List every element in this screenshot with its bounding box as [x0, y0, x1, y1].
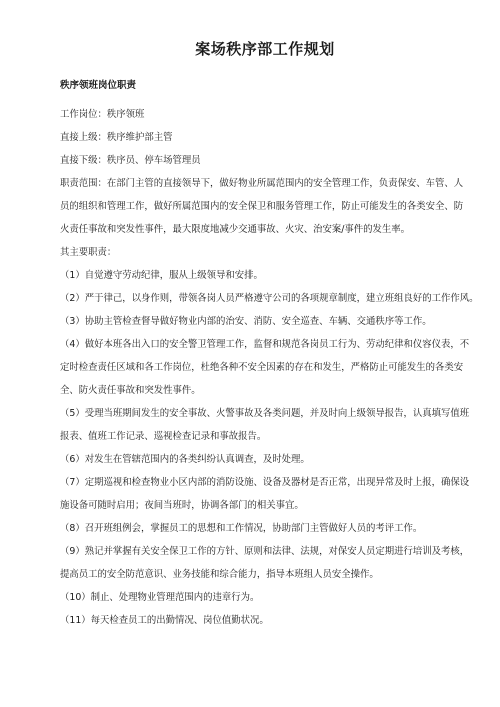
duty-line: （4）做好本班各出入口的安全警卫管理工作，监督和规范各岗员工行为、劳动纪律和仪容仪表，不 [60, 339, 470, 350]
duty-2 [60, 287, 479, 310]
duty-line: （5）受理当班期间发生的安全事故、火警事故及各类问题，并及时向上级领导报告，认真填写值班 [60, 408, 470, 419]
duty-11 [60, 609, 470, 632]
duty-line: （3）协助主管检查督导做好物业内部的治安、消防、安全巡查、车辆、交通秩序等工作。 [60, 316, 432, 327]
duty-7 [60, 471, 470, 517]
position-line: 工作岗位：秩序领班 [60, 109, 145, 120]
scope-line: 火责任事故和突发性事件，最大限度地减少交通事故、火灾、治安案/事件的发生率。 [60, 224, 411, 235]
scope-line: 职责范围：在部门主管的直接领导下，做好物业所属范围内的安全管理工作，负责保安、车管、人 [60, 178, 464, 189]
document-title: 案场秩序部工作规划 [195, 40, 335, 58]
duty-3 [60, 310, 470, 333]
duty-line: （7）定期巡视和检查物业小区内部的消防设施、设备及器材是否正常，出现异常及时上报，确保设 [60, 477, 470, 488]
duty-6 [60, 448, 470, 471]
duty-line: 施设备可随时启用；夜间当班时，协调各部门的相关事宜。 [60, 500, 304, 511]
duty-line: 报表、值班工作记录、巡视检查记录和事故报告。 [60, 431, 267, 442]
duty-line: （11）每天检查员工的出勤情况、岗位值勤状况。 [60, 615, 269, 626]
duty-line: （9）熟记并掌握有关安全保卫工作的方针、原则和法律、法规，对保安人员定期进行培训及考核， [60, 546, 470, 557]
duty-1 [60, 264, 470, 287]
duty-10 [60, 586, 470, 609]
section-title: 秩序领班岗位职责 [60, 80, 137, 91]
duty-9 [60, 540, 470, 586]
duty-4 [60, 333, 470, 402]
duty-line: 提高员工的安全防范意识、业务技能和综合能力，指导本班组人员安全操作。 [60, 569, 379, 580]
duty-line: （2）严于律己，以身作则，带领各岗人员严格遵守公司的各项规章制度，建立班组良好的工作作风。 [60, 293, 479, 304]
duty-line: （6）对发生在管辖范围内的各类纠纷认真调查，及时处理。 [60, 454, 310, 465]
subordinate-line: 直接下级：秩序员、停车场管理员 [60, 155, 201, 166]
duty-8 [60, 517, 470, 540]
duty-line: （8）召开班组例会，掌握员工的思想和工作情况，协助部门主管做好人员的考评工作。 [60, 523, 423, 534]
duty-5 [60, 402, 470, 448]
scope-line: 员的组织和管理工作，做好所属范围内的安全保卫和服务管理工作，防止可能发生的各类安全、防 [60, 201, 464, 212]
duty-line: （1）自觉遵守劳动纪律，服从上级领导和安排。 [60, 270, 263, 281]
duty-line: 全、防火责任事故和突发性事件。 [60, 385, 201, 396]
main-duties-label: 其主要职责： [60, 247, 117, 258]
superior-line: 直接上级：秩序维护部主管 [60, 132, 173, 143]
duty-line: 定时检查责任区域和各工作岗位，杜绝各种不安全因素的存在和发生，严格防止可能发生的各类安 [60, 362, 464, 373]
duty-line: （10）制止、处理物业管理范围内的违章行为。 [60, 592, 260, 603]
scope-paragraph [60, 172, 470, 241]
